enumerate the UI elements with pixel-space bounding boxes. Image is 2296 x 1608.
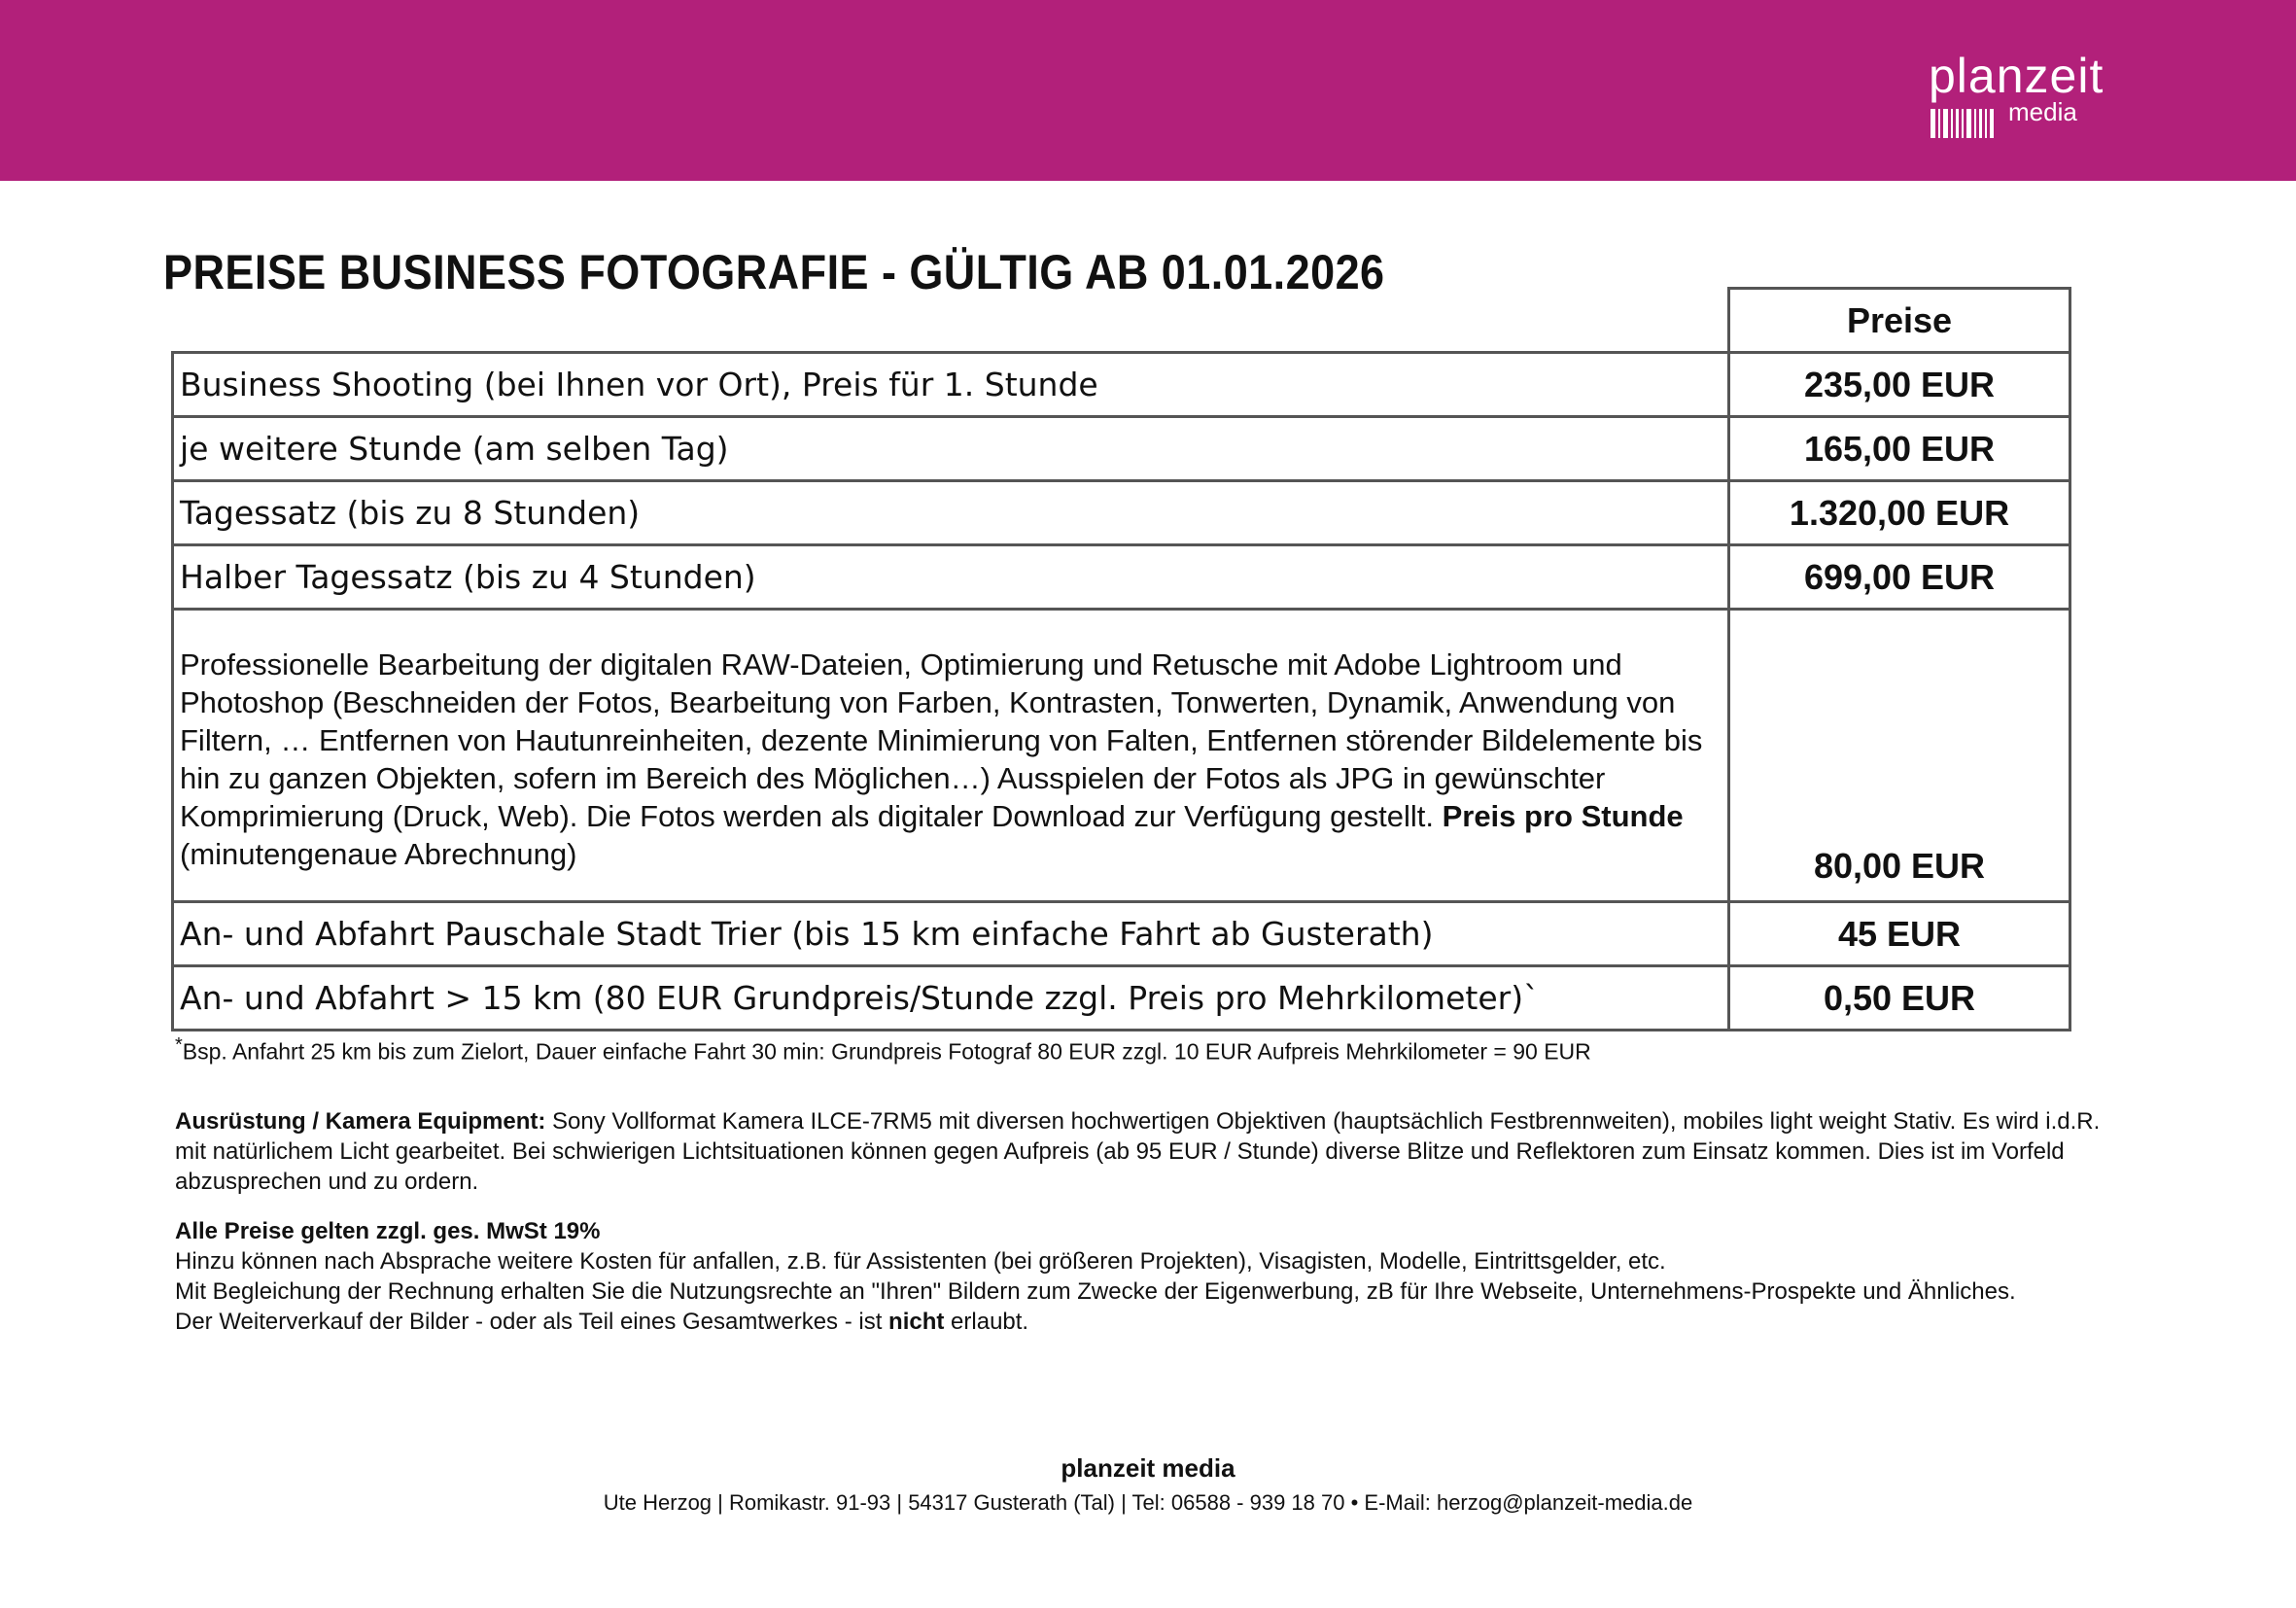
terms-line: Mit Begleichung der Rechnung erhalten Sie die Nutzungsrechte an "Ihren" Bildern zum Zwecke der Eigenwerbung, zB für Ihre Webseite, Unternehmens-Prospekte und Ähnliches.	[175, 1278, 2016, 1305]
logo-wordmark: planzeit	[1929, 49, 2105, 103]
row-description	[173, 610, 1729, 902]
table-row	[173, 417, 2070, 481]
brand-logo	[1929, 51, 2113, 142]
table-row	[173, 481, 2070, 545]
row-description: Tagessatz (bis zu 8 Stunden)	[173, 481, 1729, 545]
footnote	[175, 1031, 1591, 1066]
price-column-header: Preise	[1729, 289, 2070, 353]
editing-billing-note: (minutengenaue Abrechnung)	[180, 837, 577, 871]
terms-resale-emphasis: nicht	[888, 1309, 945, 1335]
editing-price-unit: Preis pro Stunde	[1442, 799, 1684, 833]
table-row	[173, 545, 2070, 610]
terms-heading-text: Alle Preise gelten zzgl. ges. MwSt 19%	[175, 1218, 601, 1244]
barcode-icon	[1931, 109, 1999, 138]
table-header-row	[173, 289, 2070, 353]
table-row	[173, 353, 2070, 417]
row-price: 235,00 EUR	[1729, 353, 2070, 417]
logo-subword: media	[2008, 97, 2077, 126]
row-description: je weitere Stunde (am selben Tag)	[173, 417, 1729, 481]
row-price: 1.320,00 EUR	[1729, 481, 2070, 545]
header-band	[0, 0, 2296, 181]
row-price: 165,00 EUR	[1729, 417, 2070, 481]
row-description: Halber Tagessatz (bis zu 4 Stunden)	[173, 545, 1729, 610]
footer-company-name: planzeit media	[1061, 1453, 1235, 1483]
row-price: 80,00 EUR	[1729, 610, 2070, 902]
header-spacer	[173, 289, 1729, 353]
page-title: PREISE BUSINESS FOTOGRAFIE - GÜLTIG AB 01.01.2026	[163, 245, 1385, 299]
terms-resale-end: erlaubt.	[951, 1309, 1029, 1335]
footnote-mark: *	[175, 1034, 183, 1056]
table-row	[173, 902, 2070, 966]
row-price: 699,00 EUR	[1729, 545, 2070, 610]
terms-line	[175, 1307, 2119, 1337]
terms-heading	[175, 1216, 2119, 1246]
price-table	[171, 287, 2071, 1031]
table-row	[173, 966, 2070, 1031]
footer-address: Ute Herzog | Romikastr. 91-93 | 54317 Gusterath (Tal) | Tel: 06588 - 939 18 70 • E-Mail: herzog@planzeit-media.de	[603, 1490, 1693, 1515]
terms-line: Hinzu können nach Absprache weitere Kosten für anfallen, z.B. für Assistenten (bei größeren Projekten), Visagisten, Modelle, Eintrittsgelder, etc.	[175, 1248, 1666, 1275]
row-description: Business Shooting (bei Ihnen vor Ort), Preis für 1. Stunde	[173, 353, 1729, 417]
row-description: An- und Abfahrt > 15 km (80 EUR Grundpreis/Stunde zzgl. Preis pro Mehrkilometer)`	[173, 966, 1729, 1031]
equipment-paragraph	[175, 1106, 2119, 1197]
equipment-label: Ausrüstung / Kamera Equipment:	[175, 1108, 546, 1135]
row-description: An- und Abfahrt Pauschale Stadt Trier (bis 15 km einfache Fahrt ab Gusterath)	[173, 902, 1729, 966]
row-price: 45 EUR	[1729, 902, 2070, 966]
terms-resale-text: Der Weiterverkauf der Bilder - oder als Teil eines Gesamtwerkes - ist	[175, 1309, 883, 1335]
row-price: 0,50 EUR	[1729, 966, 2070, 1031]
table-row-editing	[173, 610, 2070, 902]
editing-description: Professionelle Bearbeitung der digitalen RAW-Dateien, Optimierung und Retusche mit Adobe Lightroom und Photoshop (Beschneiden der Fotos, Bearbeitung von Farben, Kontrasten, Tonwerten, Dynamik, Anwendung von Filtern, … Entfernen von Hautunreinheiten, dezente Minimierung von Falten, Entfernen störender Bildelemente bis hin zu ganzen Objekten, sofern im Bereich des Möglichen…) Ausspielen der Fotos als JPG in gewünschter Komprimierung (Druck, Web). Die Fotos werden als digitaler Download zur Verfügung gestellt.	[180, 647, 1703, 833]
info-block	[175, 1106, 2119, 1337]
footnote-text: Bsp. Anfahrt 25 km bis zum Zielort, Dauer einfache Fahrt 30 min: Grundpreis Fotograf 80 EUR zzgl. 10 EUR Aufpreis Mehrkilometer = 90 EUR	[182, 1038, 1591, 1065]
equipment-text: Sony Vollformat Kamera ILCE-7RM5 mit diversen hochwertigen Objektiven (hauptsächlich Festbrennweiten), mobiles light weight Stativ. Es wird i.d.R. mit natürlichem Licht gearbeitet. Bei schwierigen Lichtsituationen können gegen Aufpreis (ab 95 EUR / Stunde) diverse Blitze und Reflektoren zum Einsatz kommen. Dies ist im Vorfeld abzusprechen und zu ordern.	[175, 1108, 2101, 1195]
